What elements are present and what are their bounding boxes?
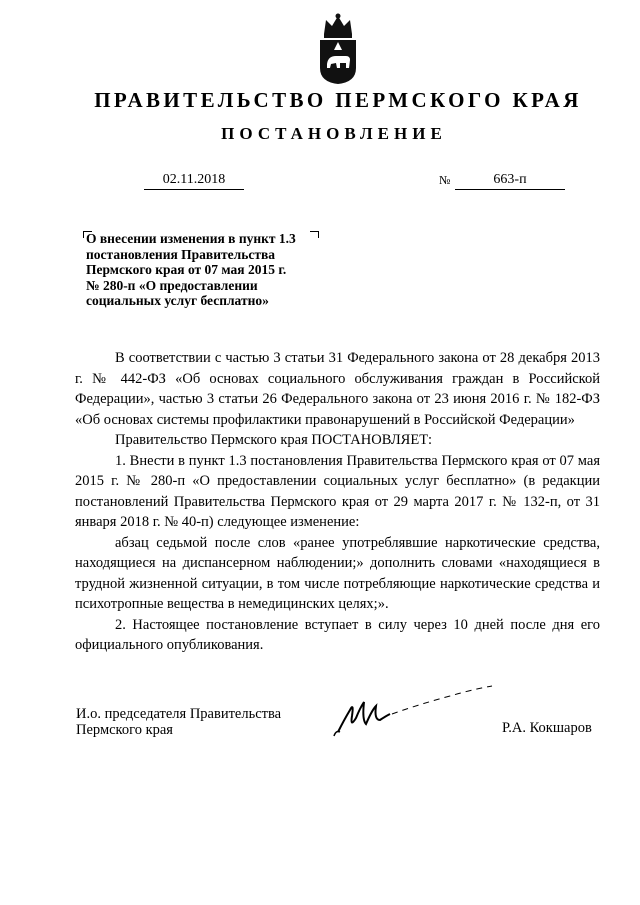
handwritten-signature xyxy=(330,680,500,740)
signatory-position-line: И.о. председателя Правительства xyxy=(76,706,282,722)
coat-of-arms-emblem xyxy=(316,12,360,86)
subject-line: социальных услуг бесплатно» xyxy=(86,293,269,308)
signatory-position xyxy=(76,706,281,738)
number-label: № xyxy=(439,173,451,187)
subject-line: Пермского края от 07 мая 2015 г. xyxy=(86,262,287,277)
document-number: 663-п xyxy=(455,171,565,190)
document-body xyxy=(75,348,600,656)
subject-line: О внесении изменения в пункт 1.3 xyxy=(86,231,296,246)
document-date: 02.11.2018 xyxy=(144,171,244,190)
resolution-paragraph: Правительство Пермского края ПОСТАНОВЛЯЕТ: xyxy=(115,432,433,448)
subject-line: № 280-п «О предоставлении xyxy=(86,277,258,293)
document-type: ПОСТАНОВЛЕНИЕ xyxy=(221,124,447,143)
clause-1-paragraph: 1. Внести в пункт 1.3 постановления Правительства Пермского края от 07 мая 2015 г. № 280-п «О предоставлении социальных услуг бесплатно» (в редакции постановлений Правительства Пермского края от 29 марта 2017 г. № 132-п, от 31 января 2018 г. № 40-п) следующее изменение: xyxy=(75,452,600,530)
signatory-position-line: Пермского края xyxy=(76,722,173,738)
subject-line: постановления Правительства xyxy=(86,246,275,262)
organization-title: ПРАВИТЕЛЬСТВО ПЕРМСКОГО КРАЯ xyxy=(94,88,582,112)
preamble-paragraph: В соответствии с частью 3 статьи 31 Федерального закона от 28 декабря 2013 г. № 442-ФЗ «Об основах социального обслуживания граждан в Российской Федерации», частью 3 статьи 26 Федерального закона от 23 июня 2016 г. № 182-ФЗ «Об основах системы профилактики правонарушений в Российской Федерации» xyxy=(75,350,600,428)
document-subject xyxy=(86,231,346,309)
signatory-name: Р.А. Кокшаров xyxy=(502,720,592,736)
clause-2-paragraph: 2. Настоящее постановление вступает в силу через 10 дней после дня его официального опубликования. xyxy=(75,616,600,653)
amendment-paragraph: абзац седьмой после слов «ранее употреблявшие наркотические средства, находящиеся на диспансерном наблюдении;» дополнить словами «находящиеся в трудной жизненной ситуации, в том числе потребляющие наркотические средства и психотропные вещества в немедицинских целях;». xyxy=(75,534,600,612)
